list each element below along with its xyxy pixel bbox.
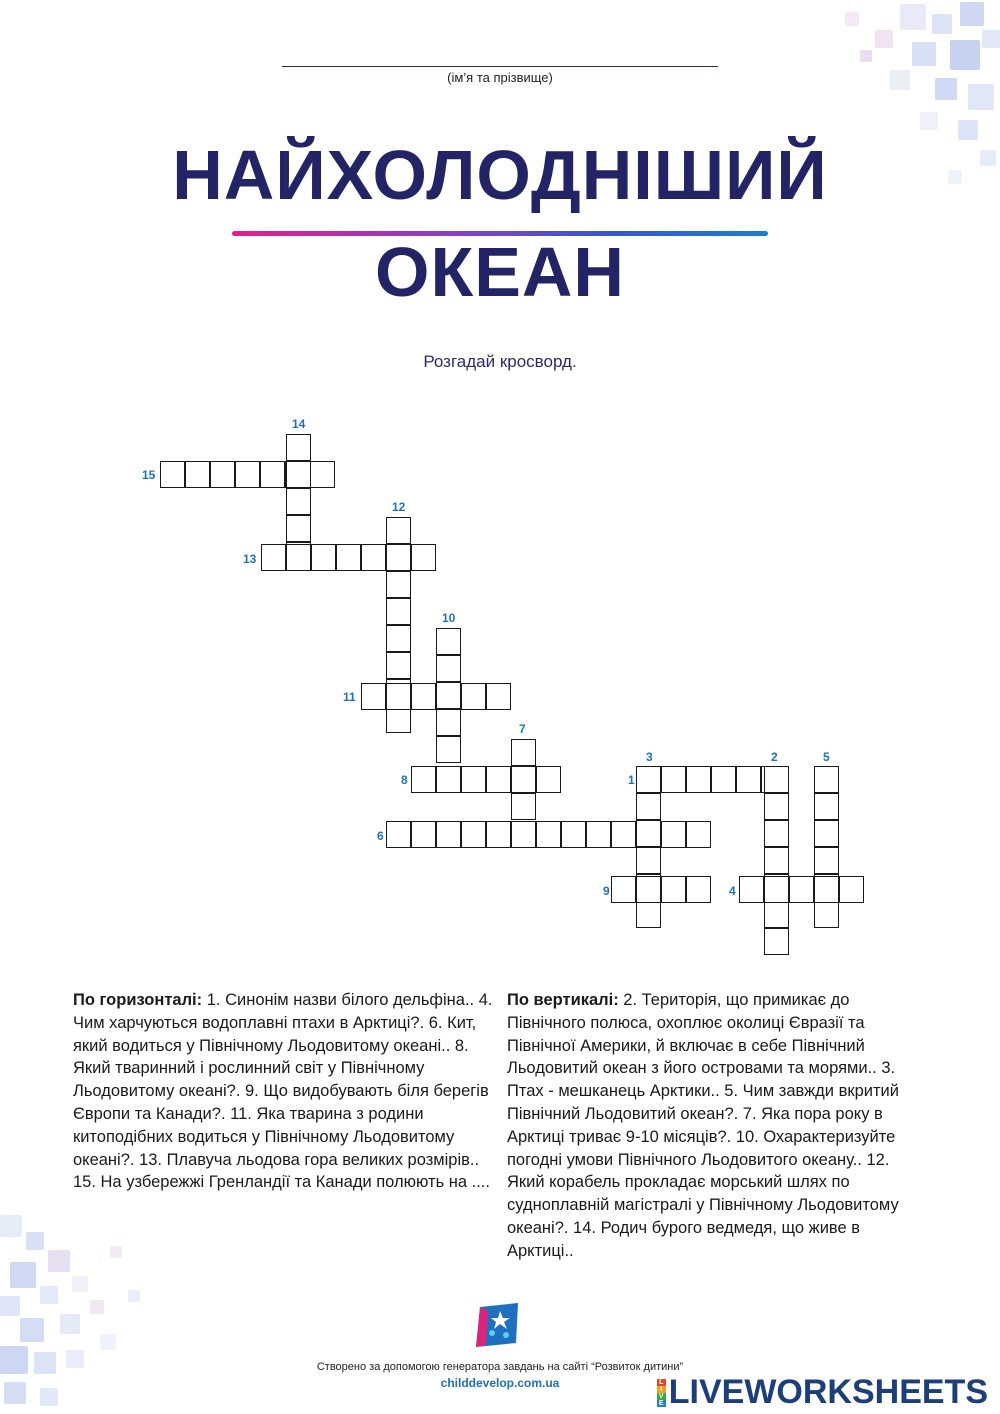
crossword-cell[interactable] (486, 821, 511, 848)
crossword-cell[interactable] (764, 928, 789, 955)
across-clues (73, 989, 503, 1194)
crossword-cell[interactable] (764, 820, 789, 847)
crossword-cell[interactable] (661, 821, 686, 848)
decorative-square (845, 12, 859, 26)
clue-number: 11 (343, 690, 356, 704)
name-line[interactable] (282, 66, 718, 67)
crossword-cell[interactable] (311, 544, 336, 571)
decorative-square (40, 1388, 58, 1406)
clue-number: 9 (603, 884, 610, 898)
crossword-cell[interactable] (586, 821, 611, 848)
crossword-cell[interactable] (636, 876, 661, 903)
crossword-cell[interactable] (386, 821, 411, 848)
crossword-cell[interactable] (361, 544, 386, 571)
crossword-cell[interactable] (411, 821, 436, 848)
crossword-cell[interactable] (611, 821, 636, 848)
crossword-cell[interactable] (461, 821, 486, 848)
crossword-cell[interactable] (686, 766, 711, 793)
decorative-square (40, 1286, 58, 1304)
clue-number: 4 (729, 884, 736, 898)
crossword-cell[interactable] (611, 876, 636, 903)
crossword-cell[interactable] (686, 876, 711, 903)
decorative-square (875, 30, 893, 48)
decorative-square (0, 1215, 22, 1237)
decorative-square (60, 1314, 80, 1334)
live-letter-v: V (657, 1393, 666, 1400)
decorative-square (920, 112, 938, 130)
crossword-cell[interactable] (286, 544, 311, 571)
site-logo (474, 1303, 524, 1349)
crossword-cell[interactable] (814, 847, 839, 874)
crossword-cell[interactable] (160, 461, 185, 488)
crossword-cell[interactable] (814, 766, 839, 793)
crossword-cell[interactable] (386, 517, 411, 544)
crossword-cell[interactable] (411, 766, 436, 793)
decorative-square (100, 1334, 116, 1350)
crossword-cell[interactable] (436, 736, 461, 763)
crossword-cell[interactable] (436, 628, 461, 655)
decorative-square (72, 1276, 88, 1292)
decorative-square (26, 1232, 44, 1250)
crossword-cell[interactable] (286, 434, 311, 461)
name-caption: (ім’я та прізвище) (447, 70, 553, 85)
decorative-square (110, 1246, 122, 1258)
crossword-cell[interactable] (661, 766, 686, 793)
crossword-cell[interactable] (814, 876, 839, 903)
crossword-cell[interactable] (436, 709, 461, 736)
crossword-cell[interactable] (336, 544, 361, 571)
crossword-cell[interactable] (536, 766, 561, 793)
decorative-square (932, 14, 952, 34)
crossword-cell[interactable] (511, 793, 536, 820)
clue-number: 2 (771, 750, 778, 764)
clue-number: 13 (243, 552, 257, 566)
clue-number: 8 (401, 773, 408, 787)
decorative-square (935, 78, 957, 100)
liveworksheets-brand[interactable] (657, 1373, 988, 1412)
decorative-square (950, 40, 980, 70)
footer-created: Створено за допомогою генератора завдань на сайті “Розвиток дитини” (316, 1361, 684, 1373)
clue-number: 6 (377, 829, 384, 843)
clue-number: 7 (519, 722, 526, 736)
decorative-square (860, 50, 872, 62)
crossword-cell[interactable] (436, 766, 461, 793)
crossword-cell[interactable] (636, 766, 661, 793)
crossword-cell[interactable] (261, 544, 286, 571)
decorative-square (890, 70, 910, 90)
crossword-cell[interactable] (386, 706, 411, 733)
crossword-cell[interactable] (461, 683, 486, 710)
crossword-cell[interactable] (764, 901, 789, 928)
crossword-cell[interactable] (436, 821, 461, 848)
page-title-line1: НАЙХОЛОДНІШИЙ (172, 136, 828, 214)
crossword-cell[interactable] (511, 821, 536, 848)
crossword-cell[interactable] (736, 766, 761, 793)
crossword-cell[interactable] (511, 739, 536, 766)
crossword-cell[interactable] (185, 461, 210, 488)
clue-number: 10 (442, 611, 456, 625)
crossword-cell[interactable] (486, 766, 511, 793)
crossword-cell[interactable] (764, 766, 789, 793)
across-text: 1. Синонім назви білого дельфіна.. 4. Чим харчуються водоплавні птахи в Арктиці?. 6. Кит, який водиться у Північному Льодовитому океані.. 8. Який тваринний і рослинний світ у Північному Льодовитому океані?. 9. Що видобувають біля берегів Європи та Канади?. 11. Яка тварина з родини китоподібних водиться у Північному Льодовитому океані?. 13. Плавуча льодова гора великих розмірів.. 15. На узбережжі Гренландії та Канади полюють на .... (73, 991, 493, 1192)
decorative-square (960, 2, 984, 26)
brand-name: LIVEWORKSHEETS (668, 1373, 988, 1411)
crossword-cell[interactable] (814, 793, 839, 820)
crossword-cell[interactable] (386, 544, 411, 571)
clue-number: 14 (292, 417, 306, 431)
crossword-cell[interactable] (210, 461, 235, 488)
decorative-square (968, 84, 994, 110)
crossword-cell[interactable] (739, 876, 764, 903)
live-letter-l: L (657, 1379, 666, 1386)
page-title-line2: ОКЕАН (375, 233, 625, 311)
crossword-cell[interactable] (260, 461, 285, 488)
crossword-cell[interactable] (764, 793, 789, 820)
live-letter-e: E (657, 1400, 666, 1407)
down-title: По вертикалі: (507, 991, 619, 1009)
crossword-cell[interactable] (310, 461, 335, 488)
crossword-cell[interactable] (286, 461, 311, 488)
crossword-cell[interactable] (286, 515, 311, 542)
crossword-cell[interactable] (814, 820, 839, 847)
crossword-cell[interactable] (386, 652, 411, 679)
crossword-cell[interactable] (386, 571, 411, 598)
crossword-cell[interactable] (814, 901, 839, 928)
decorative-square (128, 1290, 140, 1302)
crossword-cell[interactable] (839, 876, 864, 903)
down-clues (507, 989, 927, 1263)
live-letter-i: I (657, 1386, 666, 1393)
crossword-cell[interactable] (764, 876, 789, 903)
decorative-square (912, 42, 936, 66)
clue-number: 15 (142, 468, 156, 482)
crossword-cell[interactable] (789, 876, 814, 903)
crossword-cell[interactable] (436, 682, 461, 709)
crossword-cell[interactable] (636, 847, 661, 874)
decorative-square (20, 1318, 44, 1342)
crossword-cell[interactable] (661, 876, 686, 903)
crossword-cell[interactable] (461, 766, 486, 793)
crossword-cell[interactable] (636, 901, 661, 928)
crossword-cell[interactable] (511, 766, 536, 793)
instruction: Розгадай кросворд. (423, 352, 577, 371)
crossword-cell[interactable] (411, 683, 436, 710)
footer-url[interactable]: childdevelop.com.ua (440, 1376, 560, 1390)
clue-number: 1 (628, 773, 635, 787)
decorative-square (982, 30, 1000, 48)
clue-number: 3 (646, 750, 653, 764)
crossword-cell[interactable] (386, 625, 411, 652)
crossword-cell[interactable] (411, 544, 436, 571)
crossword-cell[interactable] (686, 821, 711, 848)
crossword-cell[interactable] (636, 793, 661, 820)
crossword-cell[interactable] (436, 655, 461, 682)
across-title: По горизонталі: (73, 991, 203, 1009)
decorative-square (10, 1262, 36, 1288)
decorative-square (48, 1250, 70, 1272)
crossword-cell[interactable] (561, 821, 586, 848)
crossword-cell[interactable] (536, 821, 561, 848)
crossword-cell[interactable] (235, 461, 260, 488)
crossword-cell[interactable] (764, 847, 789, 874)
decorative-square (0, 1296, 20, 1316)
crossword-cell[interactable] (361, 683, 386, 710)
crossword-cell[interactable] (386, 683, 411, 710)
down-text: 2. Територія, що примикає до Північного полюса, охоплює околиці Євразії та Північної Америки, й включає в себе Північний Льодовитий океан з його островами та морями.. 3. Птах - мешканець Арктики.. 5. Чим завжди вкритий Північний Льодовитий океан?. 7. Яка пора року в Арктиці триває 9-10 місяців?. 10. Охарактеризуйте погодні умови Північного Льодовитого океану.. 12. Який корабель прокладає морський шлях по судноплавній магістралі у Північному Льодовитому океані?. 14. Родич бурого ведмедя, що живе в Арктиці.. (507, 991, 899, 1260)
crossword-cell[interactable] (711, 766, 736, 793)
decorative-square (900, 4, 926, 30)
crossword-cell[interactable] (486, 683, 511, 710)
crossword-cell[interactable] (386, 598, 411, 625)
crossword-cell[interactable] (286, 488, 311, 515)
clue-number: 12 (392, 500, 406, 514)
decorative-square (90, 1300, 104, 1314)
clue-number: 5 (823, 750, 830, 764)
live-badge (657, 1379, 666, 1407)
crossword-cell[interactable] (636, 820, 661, 847)
